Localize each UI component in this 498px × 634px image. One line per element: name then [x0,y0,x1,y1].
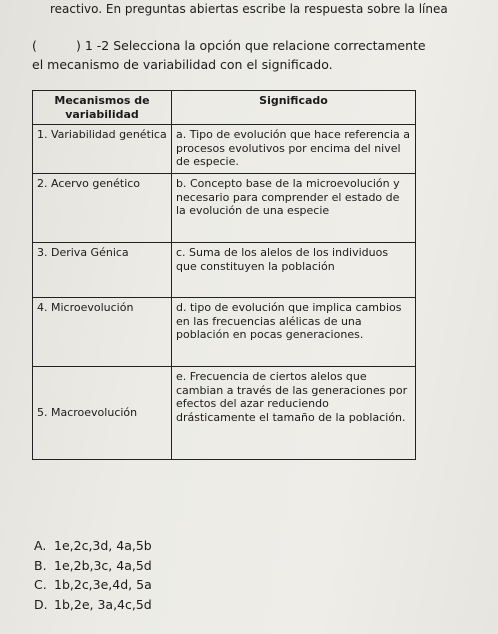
option-letter: B. [34,557,47,573]
meaning-cell: d. tipo de evolución que implica cambios en las frecuencias alélicas de una población en pocas generaciones. [172,298,416,367]
matching-table [32,90,416,460]
table-row [33,174,416,243]
question-line-1 [32,38,426,53]
meaning-cell: c. Suma de los alelos de los individuos que constituyen la población [172,243,416,298]
option-a[interactable] [34,536,152,556]
option-d[interactable] [34,595,152,615]
option-text: 1b,2e, 3a,4c,5d [54,596,152,612]
mechanism-cell: 1. Variabilidad genética [33,125,172,174]
header-mechanism: Mecanismos de variabilidad [33,91,172,125]
option-text: 1b,2c,3e,4d, 5a [54,577,152,592]
header-meaning: Significado [172,91,416,125]
question-text: ) 1 -2 Selecciona la opción que relacione correctamente [76,38,426,53]
option-text: 1e,2c,3d, 4a,5b [54,538,152,553]
table-row [33,298,416,367]
option-b[interactable] [34,556,152,576]
meaning-cell: e. Frecuencia de ciertos alelos que cambian a través de las generaciones por efectos del azar reduciendo drásticamente el tamaño de la población. [172,367,416,460]
mechanism-cell: 5. Macroevolución [33,367,172,460]
option-letter: A. [34,538,47,553]
table-row [33,367,416,460]
table-row [33,125,416,174]
meaning-cell: b. Concepto base de la microevolución y necesario para comprender el estado de la evolución de una especie [172,174,416,243]
table-row [33,243,416,298]
option-letter: C. [34,577,47,592]
option-c[interactable] [34,575,152,595]
mechanism-cell: 2. Acervo genético [33,174,172,243]
option-text: 1e,2b,3c, 4a,5d [54,557,152,573]
option-letter: D. [34,596,48,612]
mechanism-cell: 3. Deriva Génica [33,243,172,298]
instructions-text: reactivo. En preguntas abiertas escribe la respuesta sobre la línea [50,2,448,16]
answer-options [34,536,152,614]
table-header-row [33,91,416,125]
meaning-cell: a. Tipo de evolución que hace referencia a procesos evolutivos por encima del nivel de especie. [172,125,416,174]
mechanism-cell: 4. Microevolución [33,298,172,367]
question-line-2: el mecanismo de variabilidad con el significado. [32,57,333,72]
answer-parenthesis[interactable]: ( [32,38,37,53]
